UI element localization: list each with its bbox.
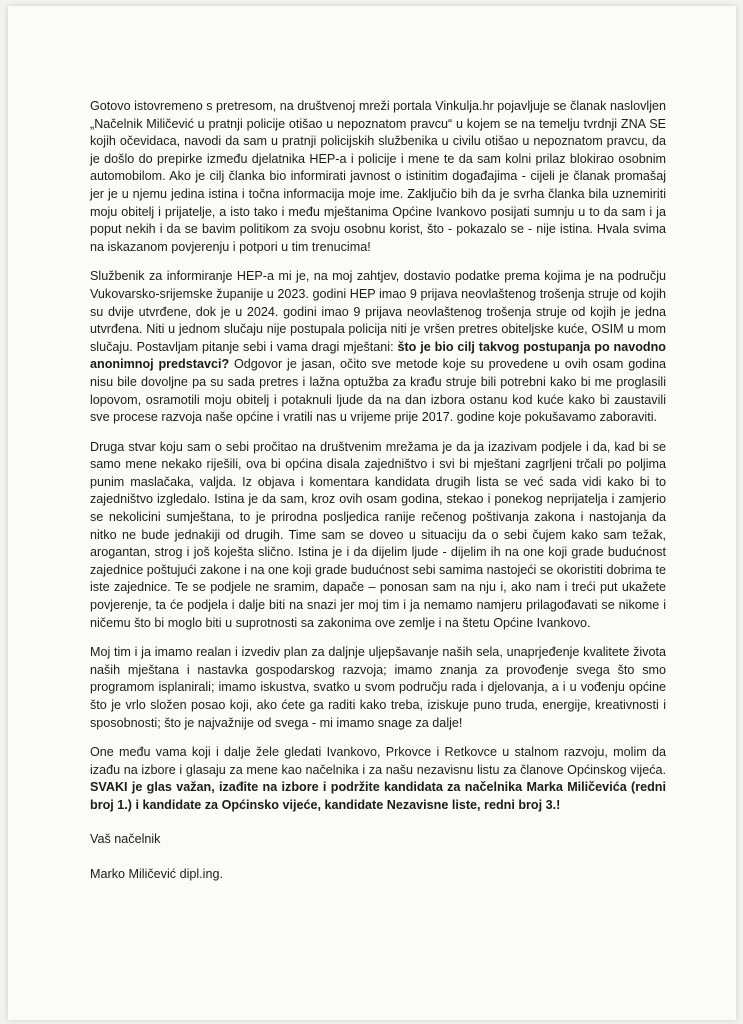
paragraph-hep-answer: Odgovor je jasan, očito sve metode koje su provedene u ovih osam godina nisu bile dovoljne pa su sada pretres i lažna optužba za krađu struje bili potrebni kako bi me proglasili lopovom, osramotili moju obitelj i potaknuli ljude da na dan izbora ostanu kod kuće kako bi zaustavili sve procese razvoja naše općine i vratili nas u vrijeme prije 2017. godine koje pokušavamo zaboraviti. — [90, 357, 667, 425]
paragraph-appeal — [90, 744, 666, 814]
paragraph-appeal-text: One među vama koji i dalje žele gledati Ivankovo, Prkovce i Retkovce u stalnom razvoju, molim da izađu na izbore i glasaju za mene kao načelnika i za našu nezavisnu listu za članove Općinskog vijeća. — [90, 745, 666, 777]
paragraph-hep — [90, 268, 666, 426]
letter-body — [90, 98, 666, 902]
letter-page — [8, 6, 736, 1020]
signature-name: Marko Miličević dipl.ing. — [90, 867, 223, 882]
vote-call: SVAKI je glas važan, izađite na izbore i podržite kandidata za načelnika Marka Miličevića (redni broj 1.) i kandidate za Općinsko vijeće, kandidate Nezavisne liste, redni broj 3.! — [90, 780, 666, 812]
question-highlight: što je bio cilj takvog postupanja po navodno anonimnoj predstavci? — [90, 339, 666, 372]
paragraph-article: Gotovo istovremeno s pretresom, na društvenoj mreži portala Vinkulja.hr pojavljuje se članak naslovljen „Načelnik Miličević u pratnji policije otišao u nepoznatom pravcu“ u kojem se na temelju tvrdnji ZNA SE kojih očevidaca, navodi da sam u pratnji policijskih službenika u civilu otišao u nepoznatom pravcu, da je došlo do prepirke između djelatnika HEP-a i policije i mene te da sam kolni prilaz blokirao osobnim automobilom. Ako je cilj članka bio informirati javnost o istinitim događajima - cijeli je članak promašaj jer je u njemu jedina istina i točna informacija moje ime. Zaključio bih da je svrha članka bila uznemiriti moju obitelj i prijatelje, a isto tako i među mještanima Općine Ivankovo posijati sumnju u to da sam i ja poput nekih i da se bavim politikom za svoju osobnu korist, što - pokazalo se - nije istina. Hvala svima na iskazanom povjerenju i potpori u tim trenucima! — [90, 99, 666, 254]
paragraph-divisions: Druga stvar koju sam o sebi pročitao na društvenim mrežama je da ja izazivam podjele i da, kad bi se samo mene nekako riješili, ova bi općina disala zajedništvo i svi bi mještani zagrljeni trčali po poljima punim maslačaka, valjda. Iz objava i komentara kandidata drugih lista se već sada vidi kako bi to zajedništvo izgledalo. Istina je da sam, kroz ovih osam godina, stekao i ponekog neprijatelja i zamjerio se nekolicini sumještana, to je prirodna posljedica ranije rečenog poštivanja zakona i nastojanja da nitko ne bude jednakiji od drugih. Time sam se doveo u situaciju da o sebi čujem kako sam težak, arogantan, strog i još koješta slično. Istina je i da dijelim ljude - dijelim ih na one koji grade budućnost zajednice poštujući zakone i na one koji grade budućnost sebi samima nastojeći se okoristiti dobrima te iste zajednice. Te se podjele ne sramim, dapače – ponosan sam na nju i, ako nam i treći put ukažete povjerenje, ta će podjela i dalje biti na snazi jer moj tim i ja nemamo namjeru prilagođavati se nikome i ničemu što bi moglo biti u suprotnosti sa zakonima ove zemlje i na štetu Općine Ivankovo. — [90, 439, 666, 630]
paragraph-hep-text: Službenik za informiranje HEP-a mi je, na moj zahtjev, dostavio podatke prema kojima je na području Vukovarsko-srijemske županije u 2023. godini HEP imao 9 prijava neovlaštenog trošenja struje od kojih su dvije utvrđene, dok je u 2024. godini imao 9 prijava neovlaštenog trošenja struje od kojih je jedna utvrđena. Niti u jednom slučaju nije postupala policija niti je vršen pretres obiteljske kuće, OSIM u mom slučaju. Postavljam pitanje sebi i vama dragi mještani: — [90, 269, 666, 354]
signature-closing: Vaš načelnik — [90, 831, 161, 846]
paragraph-plan: Moj tim i ja imamo realan i izvediv plan za daljnje uljepšavanje naših sela, unaprjeđenje kvalitete života naših mještana i nastavka gospodarskog razvoja; imamo znanja za provođenje svega što smo programom isplanirali; imamo iskustva, svatko u svom području rada i djelovanja, a i u vođenju općine što je vrlo složen posao koji, ako ćete ga raditi kako treba, iziskuje puno truda, energije, kreativnosti i sposobnosti; što je najvažnije od svega - mi imamo snage za dalje! — [90, 645, 666, 730]
